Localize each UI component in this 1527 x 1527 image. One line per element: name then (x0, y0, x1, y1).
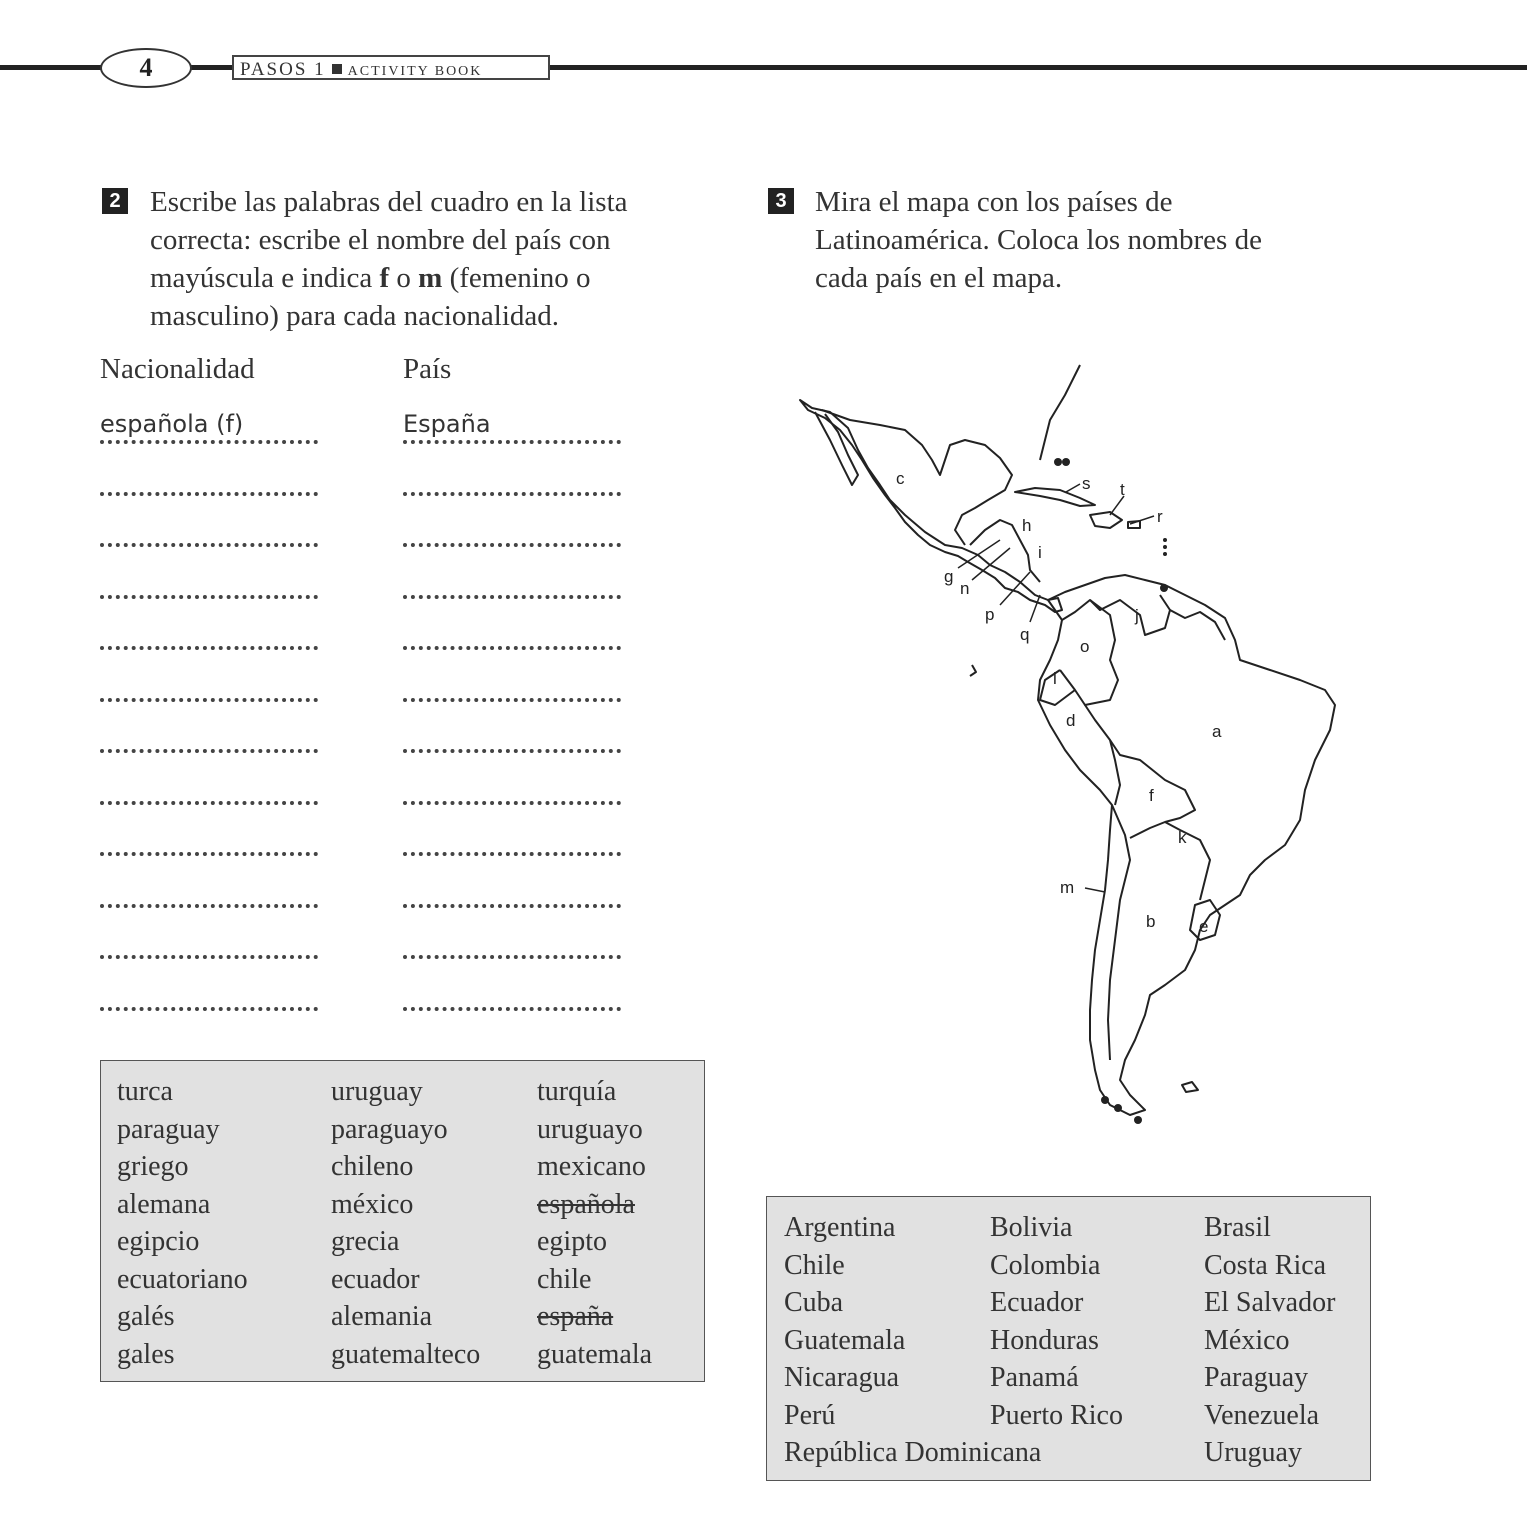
map-letter: o (1080, 637, 1090, 656)
example-nationality: española (f) (100, 410, 244, 438)
square-bullet-icon (332, 64, 342, 74)
nationality-answer-line[interactable] (100, 904, 318, 908)
map-letter: m (1060, 878, 1075, 897)
page-number: 4 (100, 48, 192, 88)
baja-california (815, 412, 858, 485)
country-item: Puerto Rico (990, 1399, 1123, 1431)
country-item: Panamá (990, 1362, 1079, 1393)
word-item: turca (117, 1076, 173, 1107)
nationality-answer-line[interactable] (100, 749, 318, 753)
country-answer-line[interactable] (403, 1007, 621, 1011)
book-title: PASOS 1 (240, 59, 326, 80)
word-item: uruguayo (537, 1113, 643, 1145)
country-item: Paraguay (1204, 1362, 1309, 1393)
nationality-answer-line[interactable] (100, 698, 318, 702)
country-column-3 (1204, 1209, 1335, 1472)
nationality-answer-line[interactable] (100, 492, 318, 496)
country-item: Cuba (784, 1287, 844, 1318)
country-answer-line[interactable] (403, 852, 621, 856)
country-box (766, 1196, 1371, 1481)
word-item: méxico (331, 1188, 414, 1220)
map-letter: b (1146, 912, 1156, 931)
country-item: República Dominicana (784, 1437, 1042, 1468)
country-item: México (1204, 1324, 1290, 1356)
instruction-line: correcta: escribe el nombre del país con (150, 224, 611, 256)
nationality-answer-line[interactable] (100, 955, 318, 959)
exercise-2-number: 2 (102, 188, 128, 214)
word-item: egipto (537, 1226, 607, 1257)
nationality-answer-line[interactable] (100, 595, 318, 599)
country-item: El Salvador (1204, 1287, 1336, 1318)
country-answer-line[interactable] (403, 801, 621, 805)
galapagos (970, 665, 976, 676)
border (1170, 610, 1225, 640)
country-item: Honduras (990, 1324, 1099, 1356)
country-item: Colombia (990, 1249, 1101, 1281)
word-item: gales (117, 1338, 175, 1370)
country-item: Guatemala (784, 1324, 906, 1356)
map-letter: k (1178, 828, 1187, 847)
map-letter: g (944, 567, 954, 586)
word-column-2 (331, 1073, 480, 1373)
word-item: guatemala (537, 1338, 653, 1370)
instruction-line: cada país en el mapa. (815, 262, 1063, 294)
country-item: Venezuela (1204, 1399, 1320, 1431)
country-item: Uruguay (1204, 1437, 1302, 1468)
map-letter: l (1053, 669, 1057, 688)
word-item: grecia (331, 1226, 400, 1257)
nationality-answer-line[interactable] (100, 801, 318, 805)
map-letter: e (1199, 917, 1209, 936)
south-america-outline (1038, 575, 1335, 1115)
map-letter: n (960, 579, 970, 598)
word-item: paraguayo (331, 1113, 448, 1145)
map-letter: p (985, 605, 995, 624)
header-rule (0, 65, 1527, 70)
map-letter: q (1020, 625, 1030, 644)
word-item: uruguay (331, 1076, 423, 1107)
map-letter: d (1066, 711, 1076, 730)
exercise-3-instructions (815, 183, 1262, 297)
map-letter: c (896, 469, 905, 488)
word-item: chile (537, 1263, 592, 1295)
word-item: griego (117, 1151, 189, 1182)
nationality-answer-line[interactable] (100, 1007, 318, 1011)
country-item: Nicaragua (784, 1362, 900, 1393)
country-answer-line[interactable] (403, 492, 621, 496)
word-item: ecuatoriano (117, 1263, 248, 1295)
country-answer-line[interactable] (403, 440, 621, 444)
word-item: mexicano (537, 1151, 646, 1182)
falkland-islands (1182, 1082, 1198, 1092)
word-box (100, 1060, 705, 1382)
map-letter: t (1120, 480, 1125, 499)
instruction-line: masculino) para cada nacionalidad. (150, 300, 560, 332)
word-item: alemania (331, 1301, 433, 1332)
word-item: chileno (331, 1151, 414, 1182)
word-item: paraguay (117, 1113, 220, 1145)
map-letter: f (1149, 786, 1154, 805)
instruction-line: Latinoamérica. Coloca los nombres de (815, 224, 1262, 256)
nationality-answer-line[interactable] (100, 543, 318, 547)
country-item: Ecuador (990, 1287, 1084, 1318)
country-item: Brasil (1204, 1212, 1271, 1243)
country-answer-line[interactable] (403, 543, 621, 547)
country-answer-line[interactable] (403, 698, 621, 702)
nationality-answer-line[interactable] (100, 646, 318, 650)
map-letter: i (1038, 543, 1042, 562)
map-letter: r (1157, 507, 1163, 526)
country-item: Perú (784, 1399, 836, 1431)
hispaniola (1090, 512, 1122, 528)
border (1040, 670, 1075, 705)
word-item: egipcio (117, 1226, 200, 1257)
word-item: guatemalteco (331, 1338, 481, 1370)
word-column-3 (537, 1073, 652, 1373)
word-item: ecuador (331, 1263, 420, 1295)
word-column-1 (117, 1073, 248, 1373)
country-answer-line[interactable] (403, 904, 621, 908)
word-item: galés (117, 1301, 175, 1332)
exercise-2-instructions (150, 183, 628, 335)
country-item: Chile (784, 1249, 845, 1281)
border (1110, 740, 1120, 805)
word-item: turquía (537, 1076, 617, 1107)
nationality-answer-line[interactable] (100, 852, 318, 856)
country-answer-line[interactable] (403, 595, 621, 599)
country-item: Bolivia (990, 1212, 1073, 1243)
country-column-2 (990, 1209, 1123, 1434)
border (1090, 595, 1170, 635)
word-item-crossed-out: españa (537, 1301, 614, 1332)
instruction-line: Escribe las palabras del cuadro en la lista (150, 186, 628, 218)
book-subtitle: ACTIVITY BOOK (347, 64, 483, 79)
book-banner (232, 55, 550, 80)
exercise-3-number: 3 (768, 188, 794, 214)
country-answer-line[interactable] (403, 955, 621, 959)
country-item: Costa Rica (1204, 1249, 1327, 1281)
instruction-line: mayúscula e indica f o m (femenino o (150, 262, 591, 294)
map-letter: s (1082, 474, 1091, 493)
border (1165, 822, 1210, 900)
nationality-column-header: Nacionalidad (100, 353, 255, 385)
instruction-line: Mira el mapa con los países de (815, 186, 1173, 218)
map-letter: a (1212, 722, 1222, 741)
example-country: España (403, 410, 491, 438)
latin-america-map (790, 350, 1350, 1140)
nationality-answer-line[interactable] (100, 440, 318, 444)
country-answer-line[interactable] (403, 646, 621, 650)
country-answer-line[interactable] (403, 749, 621, 753)
country-item: Argentina (784, 1212, 896, 1243)
country-column-header: País (403, 353, 452, 385)
border (1085, 705, 1195, 838)
map-letter: j (1135, 606, 1139, 625)
florida (1040, 365, 1080, 460)
word-item-crossed-out: española (537, 1188, 635, 1220)
word-item: alemana (117, 1188, 211, 1220)
map-letter: h (1022, 516, 1032, 535)
border (1108, 805, 1130, 1060)
